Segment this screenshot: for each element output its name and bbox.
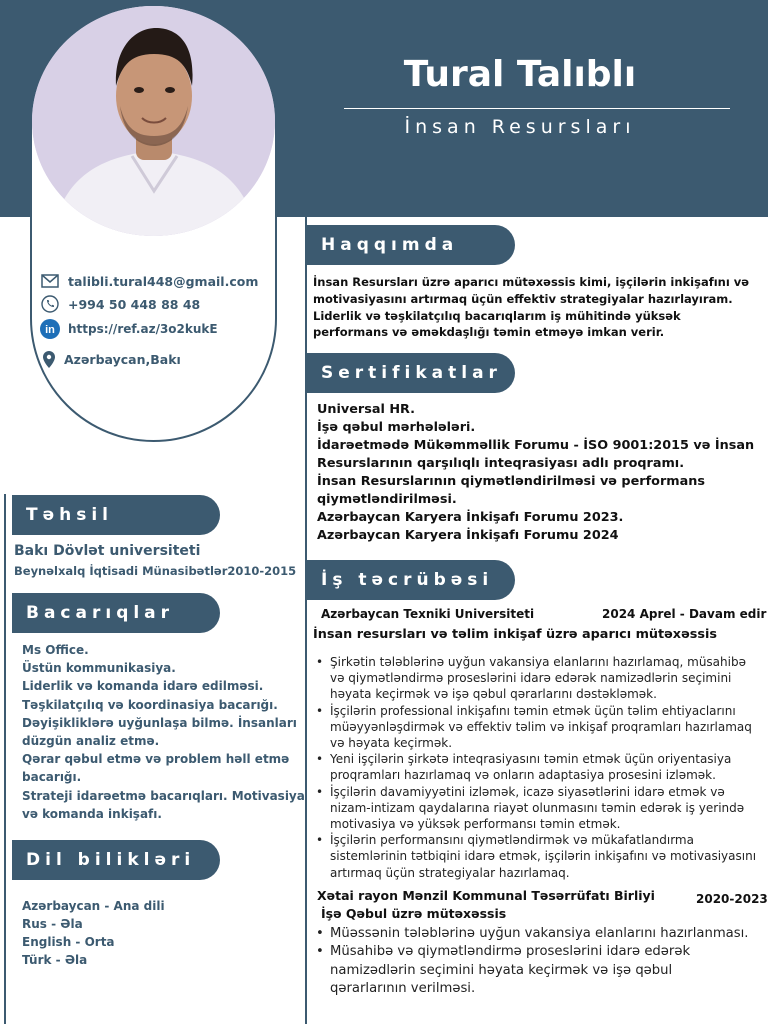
profile-photo — [32, 6, 275, 236]
name-divider — [344, 108, 730, 109]
contact-location-row — [42, 350, 181, 368]
about-text: İnsan Resursları üzrə aparıcı mütəxəssis kimi, işçilərin inkişafını və motivasiyasını artırmaq üçün effektiv strategiyalar hazırlayıram. Liderlik və təşkilatçılıq bacarıqlarım iş mühitində yüksək performans və əməkdaşlığı təmin etməyə imkan verir. — [313, 275, 750, 340]
job-1-org: Azərbaycan Texniki Universiteti — [321, 607, 535, 621]
duty-item: • İşçilərin professional inkişafını təmin etmək üçün təlim ehtiyaclarını müəyyənləşdirmək və effektiv təlim və inkişaf proqramları hazırlamaq və həyata keçirmək. — [314, 703, 766, 752]
linkedin-icon — [40, 320, 60, 338]
job-2-duties — [314, 925, 766, 999]
contact-linkedin[interactable]: https://ref.az/3o2kukE — [68, 322, 218, 336]
certificate-line: İşə qəbul mərhələləri. — [317, 420, 476, 435]
duty-item: • Müəssənin tələblərinə uyğun vakansiya elanlarını hazırlanması. — [314, 925, 766, 943]
languages-list — [22, 897, 165, 969]
certificate-line: Resurslarının qarşılıqlı inteqrasiyası adlı proqramı. — [317, 456, 685, 471]
job-2-org: Xətai rayon Mənzil Kommunal Təsərrüfatı Birliyi — [317, 888, 655, 903]
duty-item: • Yeni işçilərin şirkətə inteqrasiyasını təmin etmək üçün oriyentasiya proqramları hazırlamaq və onların adaptasiya prosesini izləmək. — [314, 751, 766, 783]
skill-line: Üstün kommunikasiya. — [22, 661, 176, 676]
candidate-role: İnsan Resursları — [404, 116, 636, 138]
certificates-list — [317, 401, 765, 545]
contact-email[interactable]: talibli.tural448@gmail.com — [68, 273, 259, 289]
left-column-rule — [4, 494, 6, 1024]
mail-icon — [40, 272, 60, 290]
education-heading: Təhsil — [12, 495, 220, 535]
skill-line: düzgün analiz etmə. — [22, 734, 160, 749]
certificate-line: qiymətləndirilməsi. — [317, 492, 457, 507]
job-1-duties — [314, 654, 766, 881]
certificate-line: İnsan Resurslarının qiymətləndirilməsi və performans — [317, 474, 705, 489]
contact-phone[interactable]: +994 50 448 88 48 — [68, 296, 201, 312]
svg-text:in: in — [45, 324, 55, 336]
job-2-date: 2020-2023 — [696, 892, 768, 906]
contact-linkedin-row — [40, 320, 218, 338]
candidate-name: Tural Talıblı — [403, 54, 637, 95]
duty-item: • Şirkətin tələblərinə uyğun vakansiya elanlarını hazırlamaq, müsahibə və qiymətləndirmə proseslərini idarə edərək namizədlərin seçimini həyata keçirmək və işə qəbul qərarlarını dəstəkləmək. — [314, 654, 766, 703]
duty-item: • İşçilərin davamiyyətini izləmək, icazə siyasətlərini idarə etmək və nizam-intizam qaydalarına riayət olunmasını təmin edərək iş yerində motivasiya və yüksək performansı təmin etmək. — [314, 784, 766, 833]
contact-location: Azərbaycan,Bakı — [64, 351, 181, 367]
skill-line: və komanda inkişafı. — [22, 806, 162, 821]
certificate-line: Universal HR. — [317, 402, 415, 417]
skill-line: Strateji idarəetmə bacarıqları. Motivasiya — [22, 788, 305, 803]
duty-item: • Müsahibə və qiymətləndirmə proseslərini idarə edərək namizədlərin seçimini həyata keçirmək və işə qəbul qərarlarının verilməsi. — [314, 943, 766, 998]
about-heading: Haqqımda — [307, 225, 515, 265]
phone-icon — [40, 295, 60, 313]
language-item: Rus - Əla — [22, 917, 83, 931]
education-detail: Beynəlxalq İqtisadi Münasibətlər2010-2015 — [14, 564, 297, 578]
contact-phone-row — [40, 295, 200, 313]
job-2-position: İşə Qəbul üzrə mütəxəssis — [321, 906, 507, 921]
education-school: Bakı Dövlət universiteti — [14, 543, 201, 559]
duty-item: • İşçilərin performansını qiymətləndirmək və mükafatlandırma sistemlərinin tətbiqini idarə etmək, işçilərin inkişafını və motivasiyasını artırmaq üçün strategiyalar hazırlamaq. — [314, 832, 766, 881]
skills-heading: Bacarıqlar — [12, 593, 220, 633]
skill-line: Təşkilatçılıq və koordinasiya bacarığı. — [22, 697, 278, 712]
job-1-position: İnsan resursları və təlim inkişaf üzrə aparıcı mütəxəssis — [313, 627, 717, 642]
language-item: Türk - Əla — [22, 953, 88, 967]
skill-line: bacarığı. — [22, 770, 82, 785]
skill-line: Qərar qəbul etmə və problem həll etmə — [22, 752, 290, 767]
language-item: English - Orta — [22, 935, 115, 949]
certificate-line: Azərbaycan Karyera İnkişafı Forumu 2024 — [317, 528, 619, 543]
languages-heading: Dil bilikləri — [12, 840, 220, 880]
skill-line: Ms Office. — [22, 643, 89, 657]
experience-heading: İş təcrübəsi — [307, 560, 515, 600]
certificates-heading: Sertifikatlar — [307, 353, 515, 393]
skill-line: Liderlik və komanda idarə edilməsi. — [22, 679, 264, 694]
certificate-line: İdarəetmədə Mükəmməllik Forumu - İSO 9001:2015 və İnsan — [317, 438, 755, 453]
contact-email-row — [40, 272, 258, 290]
location-pin-icon — [42, 350, 56, 368]
skills-list — [22, 641, 305, 823]
certificate-line: Azərbaycan Karyera İnkişafı Forumu 2023. — [317, 510, 624, 525]
language-item: Azərbaycan - Ana dili — [22, 899, 165, 913]
job-1-date: 2024 Aprel - Davam edir — [602, 607, 767, 621]
right-column-rule — [305, 217, 307, 1024]
skill-line: Dəyişikliklərə uyğunlaşa bilmə. İnsanları — [22, 715, 297, 730]
